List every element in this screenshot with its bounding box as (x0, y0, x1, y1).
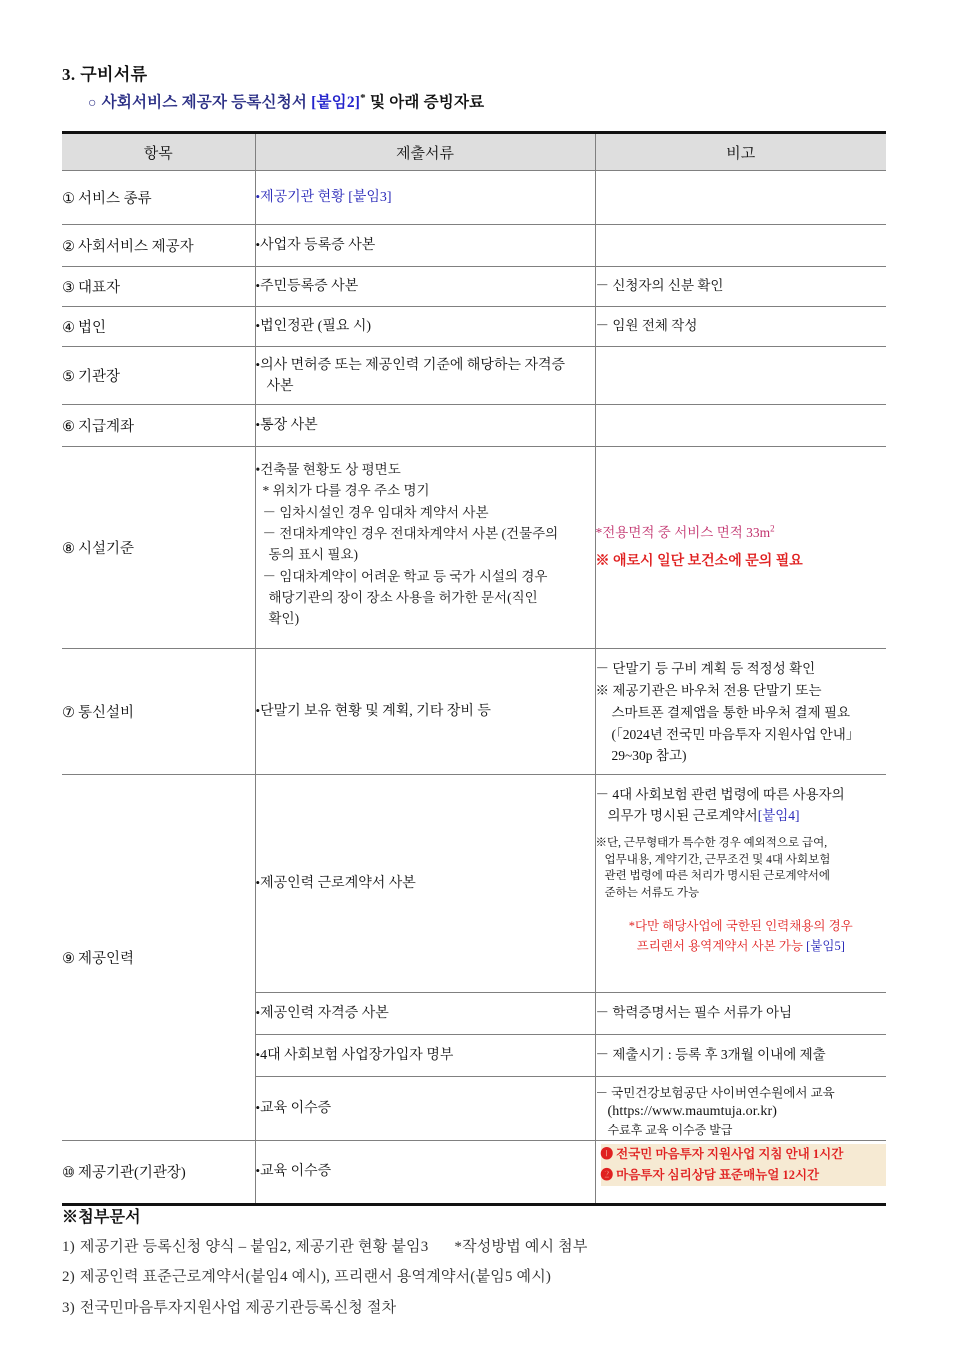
superscript-2: 2 (770, 523, 775, 534)
attachment-index-3: 3) (62, 1299, 75, 1316)
row-item-label-5 (62, 347, 255, 405)
page-title (62, 60, 148, 85)
table-row (62, 171, 886, 225)
attachments-title: ※첨부문서 (62, 1209, 141, 1226)
table-row (62, 649, 886, 775)
note9a-small-0: ※단, 근무형태가 특수한 경우 예외적으로 급여, (595, 836, 828, 849)
note9a-main-1: 의무가 명시된 근로계약서 (607, 807, 758, 823)
row-number-10: ⑩ (62, 1165, 75, 1182)
note7-line-2: 스마트폰 결제앱을 통한 바우처 결제 필요 (611, 704, 851, 720)
row-item-text-7: 통신설비 (78, 705, 135, 721)
subsection-heading-text: 사회서비스 제공자 등록신청서 (101, 94, 308, 111)
row-item-label-2 (62, 225, 255, 267)
attachment-text-3: 전국민마음투자지원사업 제공기관등록신청 절차 (79, 1299, 397, 1316)
bullet-dot-icon: • (255, 1047, 261, 1062)
note-area-requirement: *전용면적 중 서비스 면적 $33m^2$ (595, 523, 775, 540)
circle-bullet-icon: ○ (88, 96, 97, 111)
column-header-note: 비고 (595, 133, 886, 171)
table-row (62, 347, 886, 405)
bullet-dot-icon: • (255, 237, 261, 252)
row-note-text-9b: － 학력증명서는 필수 서류가 아님 (595, 1005, 793, 1021)
facility-line-3: － 전대차계약인 경우 전대차계약서 사본 (건물주의 (262, 525, 559, 541)
note9a-red-0: *다만 해당사업에 국한된 인력채용의 경우 (628, 918, 853, 933)
row-docs-text-6: 통장 사본 (260, 418, 318, 433)
row-item-label-6 (62, 405, 255, 447)
row-docs-9a (255, 775, 595, 993)
attachment-index-1: 1) (62, 1239, 75, 1255)
row-number-3: ③ (62, 280, 75, 296)
facility-line-0: •건축물 현황도 상 평면도 (255, 462, 401, 477)
attachment-item-1 (62, 1236, 912, 1259)
row-docs-text-1: 제공기관 현황 [붙임3] (260, 190, 392, 205)
row-docs-2 (255, 225, 595, 267)
table-row (62, 1140, 886, 1204)
attachment-item-2 (62, 1266, 912, 1289)
note9a-small-1: 업무내용, 계약기간, 근무조건 및 4대 사회보험 (604, 853, 831, 866)
row-note-1 (595, 171, 886, 225)
note7-line-3: (「2024년 전국민 마음투자 지원사업 안내」 (611, 726, 860, 742)
row-item-label-1 (62, 171, 255, 225)
note9d-issue: 수료후 교육 이수증 발급 (607, 1123, 733, 1138)
facility-line-7: 확인) (268, 611, 300, 627)
facility-line-2: － 임차시설인 경우 임대차 계약서 사본 (262, 504, 489, 520)
row-docs-text-2: 사업자 등록증 사본 (260, 238, 376, 253)
table-row (62, 447, 886, 649)
attachment-ref-4: [붙임4] (757, 807, 800, 823)
bullet-dot-icon: • (255, 417, 261, 432)
bullet-dot-icon: • (255, 278, 261, 293)
row-item-label-10 (62, 1140, 255, 1204)
row-docs-7 (255, 649, 595, 775)
attachment-ref-5: [붙임5] (806, 938, 845, 953)
row-note-text-9c: － 제출시기 : 등록 후 3개월 이내에 제출 (595, 1047, 826, 1063)
note9a-small-3: 준하는 서류도 가능 (604, 886, 700, 899)
facility-line-4: 동의 표시 필요) (268, 547, 358, 563)
note7-line-0: － 단말기 등 구비 계획 등 적정성 확인 (595, 661, 816, 676)
row-number-1: ① (62, 191, 75, 207)
row-item-label-8 (62, 447, 255, 649)
row-note-5 (595, 347, 886, 405)
table-row (62, 405, 886, 447)
attachment-text-2: 제공인력 표준근로계약서(붙임4 예시), 프리랜서 용역계약서(붙임5 예시) (79, 1269, 552, 1286)
bullet-dot-icon: • (255, 1163, 261, 1179)
row-docs-text-9b: 제공인력 자격증 사본 (260, 1006, 389, 1021)
attachment-text-1: 제공기관 등록신청 양식 – 붙임2, 제공기관 현황 붙임3 (79, 1239, 429, 1255)
bullet-dot-icon: • (255, 875, 261, 890)
row-note-10 (595, 1140, 886, 1204)
note-health-center-warning: ※ 애로시 일단 보건소에 문의 필요 (595, 553, 803, 569)
row-docs-text-5b: 사본 (266, 378, 294, 394)
row-note-8 (595, 447, 886, 649)
section-title: 구비서류 (80, 65, 148, 84)
bullet-dot-icon: • (255, 1099, 261, 1115)
row-docs-text-4: 법인정관 (필요 시) (260, 319, 372, 334)
row-docs-9c (255, 1035, 595, 1077)
row-number-9: ⑨ (62, 950, 75, 967)
row-note-text-4: － 임원 전체 작성 (595, 318, 698, 334)
bullet-dot-icon: • (255, 1005, 261, 1020)
row-number-8: ⑧ (62, 541, 75, 557)
training-course-1: ❶ 전국민 마음투자 지원사업 지침 안내 1시간 (601, 1144, 887, 1165)
training-course-2: ❷ 마음투자 심리상담 표준매뉴얼 12시간 (601, 1165, 887, 1186)
row-docs-9b (255, 993, 595, 1035)
row-number-7: ⑦ (62, 705, 75, 721)
row-docs-4 (255, 307, 595, 347)
row-note-text-3: － 신청자의 신분 확인 (595, 278, 724, 294)
row-docs-3 (255, 267, 595, 307)
training-site-url: (https://www.maumtuja.or.kr) (607, 1104, 777, 1120)
row-note-7 (595, 649, 886, 775)
table-row (62, 225, 886, 267)
row-note-9d (595, 1077, 886, 1141)
required-documents-table (62, 131, 886, 1206)
subsection-heading (88, 90, 484, 112)
row-item-label-7 (62, 649, 255, 775)
row-item-label-4 (62, 307, 255, 347)
row-docs-text-7: 단말기 보유 현황 및 계획, 기타 장비 등 (260, 704, 491, 719)
facility-requirements-list (256, 459, 595, 630)
row-number-4: ④ (62, 320, 75, 336)
attachment-item-3 (62, 1297, 912, 1320)
note7-line-1: ※ 제공기관은 바우처 전용 단말기 또는 (595, 682, 822, 698)
facility-line-1: * 위치가 다를 경우 주소 명기 (262, 483, 430, 499)
table-row (62, 775, 886, 993)
row-note-6 (595, 405, 886, 447)
row-number-2: ② (62, 239, 75, 255)
row-docs-1 (255, 171, 595, 225)
note9d-line-0: － 국민건강보험공단 사이버연수원에서 교육 (595, 1086, 835, 1100)
note9a-small-2: 관련 법령에 따른 처리가 명시된 근로계약서에 (604, 870, 830, 883)
row-item-text-6: 지급계좌 (78, 419, 135, 435)
row-item-text-3: 대표자 (78, 280, 121, 296)
row-item-text-8: 시설기준 (78, 541, 135, 557)
row-docs-9d (255, 1077, 595, 1141)
attachments-section (62, 1204, 912, 1327)
asterisk-marker: * (360, 91, 366, 104)
table-row (62, 307, 886, 347)
section-number: 3. (62, 65, 76, 84)
row-note-9a (595, 775, 886, 993)
row-note-4 (595, 307, 886, 347)
row-item-label-9 (62, 775, 255, 1141)
row-docs-text-9c: 4대 사회보험 사업장가입자 명부 (260, 1048, 454, 1063)
bullet-dot-icon: • (255, 318, 261, 333)
row-item-label-3 (62, 267, 255, 307)
row-item-text-10: 제공기관(기관장) (78, 1165, 186, 1182)
note9a-red-1: 프리랜서 용역계약서 사본 가능 (636, 938, 803, 953)
column-header-documents: 제출서류 (255, 133, 595, 171)
note9a-main-0: － 4대 사회보험 관련 법령에 따른 사용자의 (595, 787, 845, 802)
bullet-dot-icon: • (255, 189, 261, 204)
facility-line-6: 해당기관의 장이 장소 사용을 허가한 문서(직인 (268, 589, 538, 605)
row-docs-text-9a: 제공인력 근로계약서 사본 (260, 876, 416, 891)
row-docs-10 (255, 1140, 595, 1204)
bullet-dot-icon: • (255, 356, 261, 372)
row-docs-8 (255, 447, 595, 649)
row-docs-5 (255, 347, 595, 405)
row-number-5: ⑤ (62, 369, 75, 385)
subsection-heading-tail: 및 아래 증빙자료 (369, 94, 485, 111)
attachment-extra-1: *작성방법 예시 첨부 (454, 1239, 588, 1255)
column-header-item: 항목 (62, 133, 255, 171)
bullet-dot-icon: • (255, 703, 261, 718)
row-note-2 (595, 225, 886, 267)
row-item-text-1: 서비스 종류 (78, 191, 152, 207)
row-number-6: ⑥ (62, 419, 75, 435)
row-note-9c (595, 1035, 886, 1077)
table-row (62, 267, 886, 307)
table-header-row (62, 133, 886, 171)
row-docs-text-9d: 교육 이수증 (260, 1100, 332, 1116)
row-docs-text-3: 주민등록증 사본 (260, 279, 359, 294)
facility-line-5: － 임대차계약이 어려운 학교 등 국가 시설의 경우 (262, 568, 548, 584)
attachment-index-2: 2) (62, 1269, 75, 1286)
row-item-text-2: 사회서비스 제공자 (78, 239, 194, 255)
attachment-ref-2: [붙임2] (311, 94, 361, 111)
row-item-text-4: 법인 (78, 320, 107, 336)
row-item-text-9: 제공인력 (78, 950, 135, 967)
row-note-3 (595, 267, 886, 307)
row-note-9b (595, 993, 886, 1035)
row-docs-6 (255, 405, 595, 447)
note7-line-4: 29~30p 참고) (611, 748, 687, 764)
row-item-text-5: 기관장 (78, 369, 121, 385)
row-docs-text-5a: 의사 면허증 또는 제공인력 기준에 해당하는 자격증 (260, 357, 566, 373)
row-docs-text-10: 교육 이수증 (260, 1164, 332, 1180)
